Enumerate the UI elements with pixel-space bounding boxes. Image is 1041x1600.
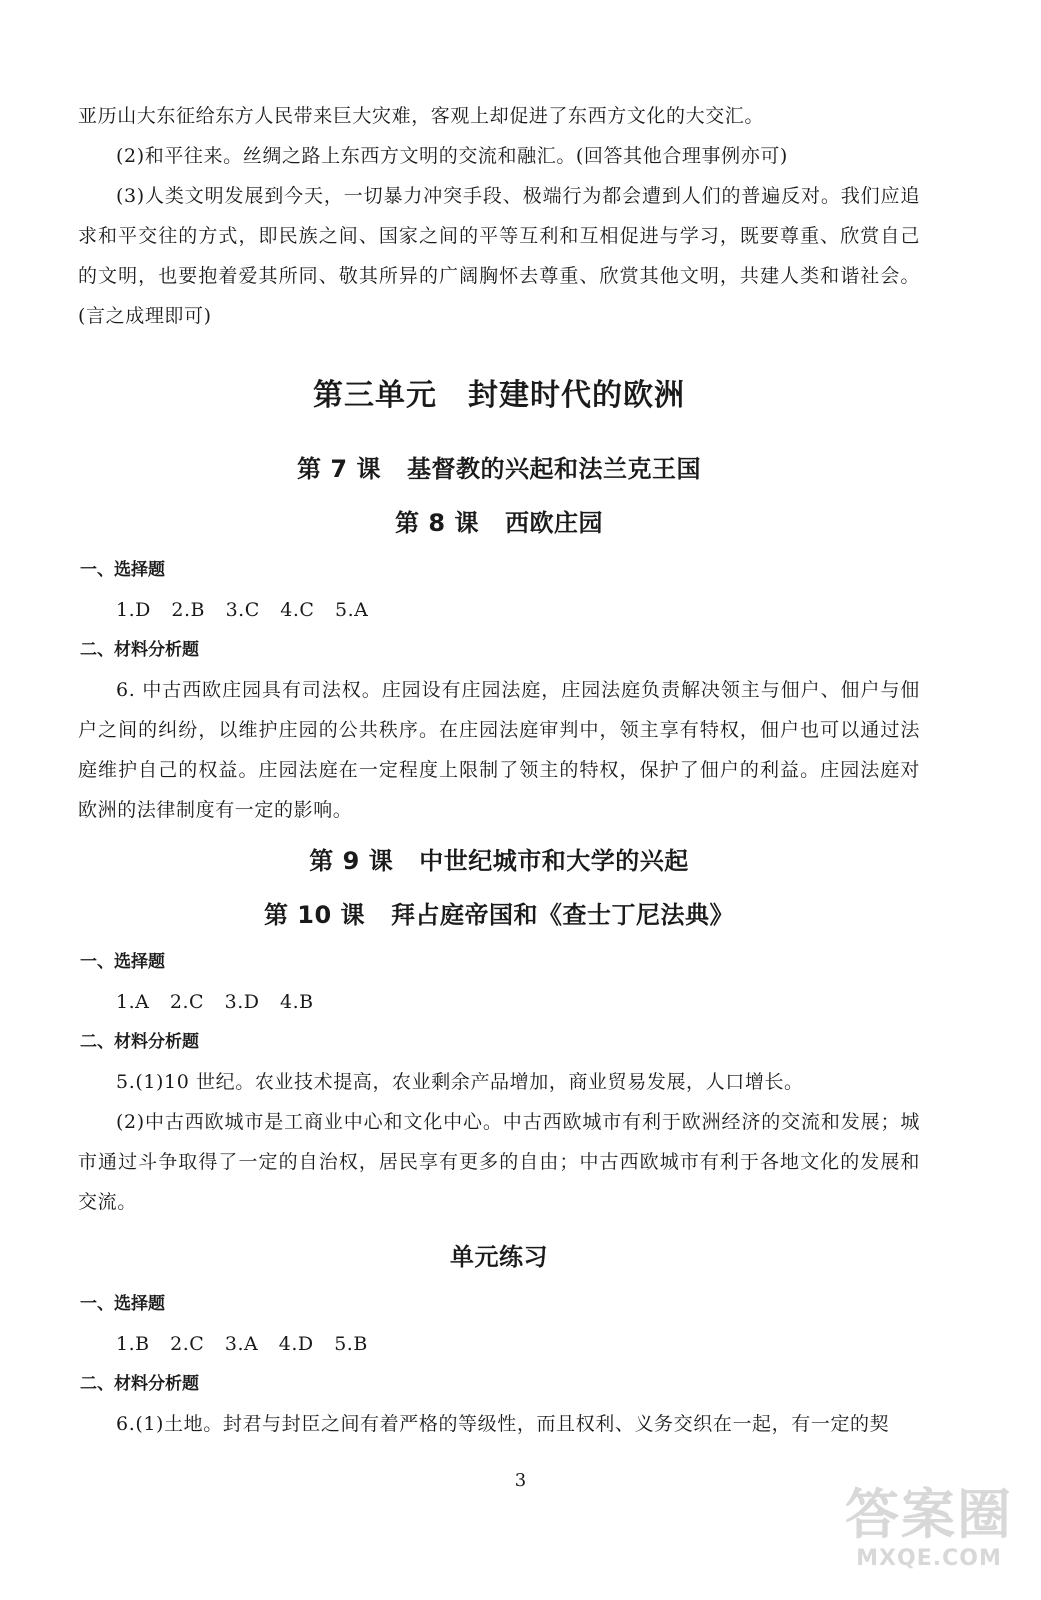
section-heading-analysis: 二、材料分析题 [80, 1374, 199, 1394]
lesson-number: 第 8 课 [395, 509, 479, 537]
lesson-number: 第 7 课 [297, 455, 381, 483]
lesson-name: 中世纪城市和大学的兴起 [419, 847, 689, 875]
answer-item: 3.D [224, 991, 260, 1013]
lesson-title [78, 834, 920, 888]
section-heading-choice: 一、选择题 [80, 1294, 165, 1314]
analysis-answer: (2)中古西欧城市是工商业中心和文化中心。中古西欧城市有利于欧洲经济的交流和发展；城市通过斗争取得了一定的自治权，居民享有更多的自由；中古西欧城市有利于各地文化的发展和交流。 [78, 1111, 920, 1213]
answer-item: 2.C [169, 991, 205, 1013]
lesson-number: 第 10 课 [263, 901, 366, 929]
section-heading-choice: 一、选择题 [80, 952, 165, 972]
answer-list [78, 590, 920, 630]
unit-title: 第三单元 封建时代的欧洲 [313, 378, 685, 413]
answer-item: 2.C [170, 1333, 205, 1355]
answer-item: 4.D [278, 1333, 314, 1355]
answer-item: 5.A [335, 599, 369, 621]
analysis-answer: 6.(1)土地。封君与封臣之间有着严格的等级性，而且权利、义务交织在一起，有一定的契 [116, 1413, 890, 1435]
answer-item: 5.B [334, 1333, 368, 1355]
analysis-answer: 6. 中古西欧庄园具有司法权。庄园设有庄园法庭，庄园法庭负责解决领主与佃户、佃户与佃户之间的纠纷，以维护庄园的公共秩序。在庄园法庭审判中，领主享有特权，佃户也可以通过法庭维护自己的权益。庄园法庭在一定程度上限制了领主的特权，保护了佃户的利益。庄园法庭对欧洲的法律制度有一定的影响。 [78, 679, 920, 821]
section-heading-analysis: 二、材料分析题 [80, 1032, 199, 1052]
paragraph: (3)人类文明发展到今天，一切暴力冲突手段、极端行为都会遭到人们的普遍反对。我们应追求和平交往的方式，即民族之间、国家之间的平等互利和互相促进与学习，既要尊重、欣赏自己的文明，也要抱着爱其所同、敬其所异的广阔胸怀去尊重、欣赏其他文明，共建人类和谐社会。(言之成理即可) [78, 185, 920, 327]
watermark-logo [829, 1484, 1029, 1594]
watermark-title: 答案圈 [845, 1483, 1013, 1546]
lesson-title [78, 442, 920, 496]
watermark-url: MXQE.COM [856, 1546, 1002, 1571]
lesson-title [78, 888, 920, 942]
lesson-name: 西欧庄园 [504, 509, 603, 537]
analysis-answer: 5.(1)10 世纪。农业技术提高，农业剩余产品增加，商业贸易发展，人口增长。 [116, 1071, 804, 1093]
section-heading-analysis: 二、材料分析题 [80, 640, 199, 660]
answer-list [78, 982, 920, 1022]
answer-item: 3.A [224, 1333, 259, 1355]
answer-item: 4.C [280, 599, 315, 621]
page-number: 3 [514, 1470, 527, 1491]
answer-item: 1.A [116, 991, 150, 1013]
answer-item: 4.B [280, 991, 314, 1013]
answer-item: 2.B [171, 599, 206, 621]
paragraph: 亚历山大东征给东方人民带来巨大灾难，客观上却促进了东西方文化的大交汇。 [78, 105, 765, 127]
answer-list [78, 1324, 920, 1364]
answer-item: 3.C [225, 599, 260, 621]
document-page [78, 96, 920, 1444]
paragraph: (2)和平往来。丝绸之路上东西方文明的交流和融汇。(回答其他合理事例亦可) [116, 145, 788, 167]
lesson-name: 基督教的兴起和法兰克王国 [406, 455, 701, 483]
answer-item: 1.D [116, 599, 151, 621]
section-heading-choice: 一、选择题 [80, 560, 165, 580]
lesson-name: 拜占庭帝国和《查士丁尼法典》 [391, 901, 735, 929]
answer-item: 1.B [116, 1333, 150, 1355]
unit-practice-title: 单元练习 [450, 1243, 548, 1271]
lesson-title [78, 496, 920, 550]
lesson-number: 第 9 课 [309, 847, 394, 875]
